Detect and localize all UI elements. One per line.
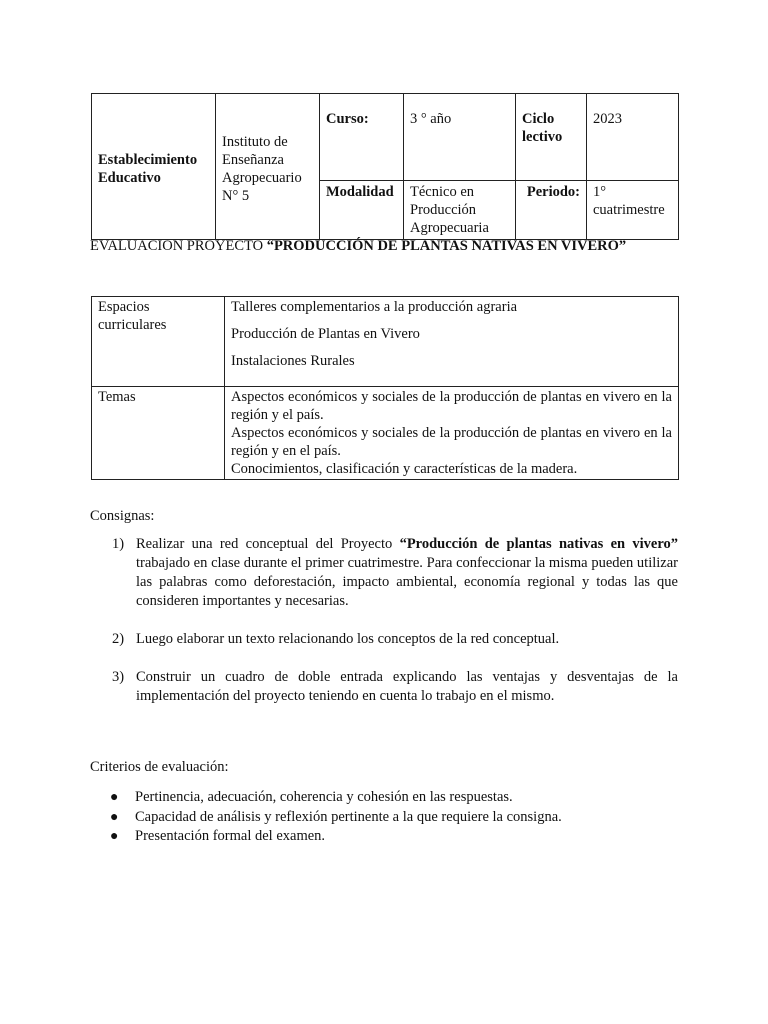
- espacios-list: [225, 297, 679, 387]
- criterios-heading: Criterios de evaluación:: [90, 759, 229, 775]
- task-text-end: trabajado en clase durante el primer cuatrimestre. Para confeccionar la misma pueden utilizar las palabras como deforestación, impacto ambiental, economía regional y todas las que consideren importantes y necesarias.: [136, 555, 678, 609]
- task-text: Construir un cuadro de doble entrada explicando las ventajas y desventajas de la implementación del proyecto teniendo en cuenta lo trabajo en el mismo.: [136, 669, 678, 704]
- bullet-icon: ●: [110, 829, 119, 844]
- modalidad-label: Modalidad: [320, 181, 404, 240]
- periodo-value: 1° cuatrimestre: [587, 181, 679, 240]
- bullet-icon: ●: [110, 790, 119, 805]
- task-project-name: “Producción de plantas nativas en vivero”: [399, 536, 678, 552]
- title-project-name: “PRODUCCIÓN DE PLANTAS NATIVAS EN VIVERO”: [266, 238, 627, 254]
- curso-label: Curso:: [320, 94, 404, 181]
- criterio-text: Pertinencia, adecuación, coherencia y cohesión en las respuestas.: [135, 789, 513, 805]
- bullet-icon: ●: [110, 809, 119, 825]
- establecimiento-value: Instituto de Enseñanza Agropecuario N° 5: [216, 94, 320, 240]
- criterios-list: [110, 788, 680, 847]
- list-item: [110, 788, 680, 808]
- task-text: [136, 535, 678, 611]
- criterio-text: Capacidad de análisis y reflexión pertinente a la que requiere la consigna.: [135, 808, 562, 825]
- temas-label: Temas: [92, 387, 225, 480]
- ciclo-value: 2023: [587, 94, 679, 181]
- list-number: 3): [112, 669, 125, 685]
- list-item: [112, 668, 678, 706]
- espacios-label: Espacios curriculares: [92, 297, 225, 387]
- espacio-item: Talleres complementarios a la producción agraria: [231, 299, 518, 315]
- subjects-table: [91, 296, 679, 480]
- consignas-list: [112, 535, 678, 706]
- tema-item: Conocimientos, clasificación y características de la madera.: [231, 461, 578, 477]
- list-item: [110, 808, 680, 828]
- espacio-item: Instalaciones Rurales: [231, 353, 355, 369]
- establecimiento-label: Establecimiento Educativo: [92, 94, 216, 240]
- header-table: [91, 93, 679, 240]
- espacio-item: Producción de Plantas en Vivero: [231, 326, 420, 342]
- curso-value: 3 ° año: [404, 94, 516, 181]
- ciclo-label: Ciclo lectivo: [516, 94, 587, 181]
- list-item: [112, 535, 678, 611]
- page-title: [90, 237, 690, 255]
- list-number: 2): [112, 631, 125, 647]
- task-text: Luego elaborar un texto relacionando los conceptos de la red conceptual.: [136, 631, 560, 647]
- periodo-label: Periodo:: [516, 181, 587, 240]
- list-item: [110, 827, 680, 847]
- modalidad-value: Técnico en Producción Agropecuaria: [404, 181, 516, 240]
- task-text-start: Realizar una red conceptual del Proyecto: [136, 536, 400, 552]
- consignas-heading: Consignas:: [90, 508, 155, 524]
- tema-item: Aspectos económicos y sociales de la producción de plantas en vivero en la región y en el país.: [231, 425, 672, 459]
- list-number: 1): [112, 536, 125, 552]
- list-item: [112, 630, 678, 649]
- tema-item: Aspectos económicos y sociales de la producción de plantas en vivero en la región y el país.: [231, 389, 672, 423]
- temas-list: [225, 387, 679, 480]
- title-prefix: EVALUACION PROYECTO: [90, 238, 267, 254]
- criterio-text: Presentación formal del examen.: [135, 828, 326, 844]
